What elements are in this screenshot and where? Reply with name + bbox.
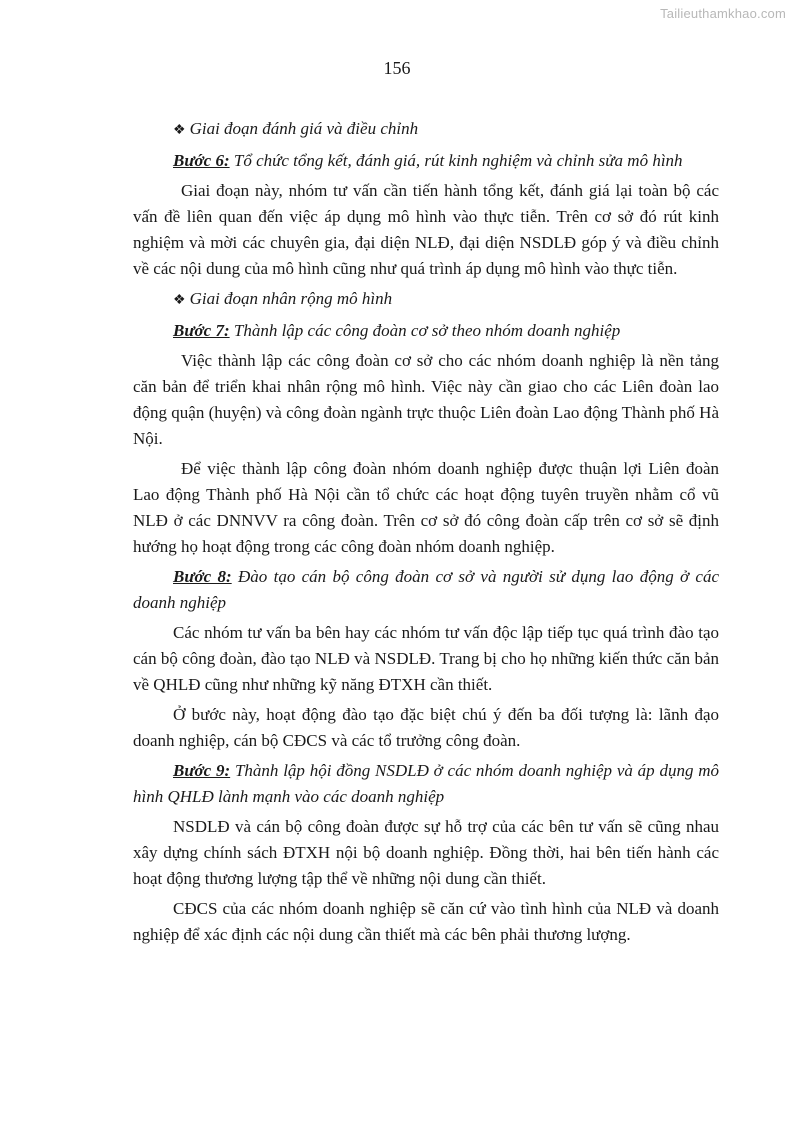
step-7-heading bbox=[133, 318, 719, 344]
page-number: 156 bbox=[383, 58, 411, 78]
step-9-heading bbox=[133, 758, 719, 810]
step-label: Bước 9: bbox=[173, 761, 231, 780]
paragraph: CĐCS của các nhóm doanh nghiệp sẽ căn cứ vào tình hình của NLĐ và doanh nghiệp để xác định các nội dung cần thiết mà các bên phải thương lượng. bbox=[133, 899, 719, 944]
stage-heading-replication bbox=[173, 286, 719, 314]
stage-title: Giai đoạn đánh giá và điều chỉnh bbox=[189, 119, 419, 138]
step-title: Đào tạo cán bộ công đoàn cơ sở và người sử dụng lao động ở các doanh nghiệp bbox=[133, 567, 720, 612]
step-6-heading bbox=[133, 148, 719, 174]
step-label: Bước 8: bbox=[173, 567, 232, 586]
step-title: Tổ chức tổng kết, đánh giá, rút kinh nghiệm và chỉnh sửa mô hình bbox=[233, 151, 683, 170]
stage-heading-evaluation bbox=[173, 116, 719, 144]
step-title: Thành lập hội đồng NSDLĐ ở các nhóm doanh nghiệp và áp dụng mô hình QHLĐ lành mạnh vào các doanh nghiệp bbox=[133, 761, 720, 806]
stage-title: Giai đoạn nhân rộng mô hình bbox=[189, 289, 393, 308]
step-label: Bước 6: bbox=[173, 151, 230, 170]
document-body bbox=[133, 116, 719, 952]
paragraph: Giai đoạn này, nhóm tư vấn cần tiến hành tổng kết, đánh giá lại toàn bộ các vấn đề liên quan đến việc áp dụng mô hình vào thực tiễn. Trên cơ sở đó rút kinh nghiệm và mời các chuyên gia, đại diện NLĐ, đại diện NSDLĐ góp ý và điều chỉnh về các nội dung của mô hình cũng như quá trình áp dụng mô hình vào thực tiễn. bbox=[133, 181, 719, 278]
diamond-bullet-icon: ❖ bbox=[173, 293, 186, 308]
step-8-heading bbox=[133, 564, 719, 616]
step-title: Thành lập các công đoàn cơ sở theo nhóm doanh nghiệp bbox=[233, 321, 621, 340]
paragraph: Việc thành lập các công đoàn cơ sở cho các nhóm doanh nghiệp là nền tảng căn bản để triển khai nhân rộng mô hình. Việc này cần giao cho các Liên đoàn lao động quận (huyện) và công đoàn ngành trực thuộc Liên đoàn Lao động Thành phố Hà Nội. bbox=[133, 351, 719, 448]
watermark: Tailieuthamkhao.com bbox=[660, 6, 786, 21]
paragraph: NSDLĐ và cán bộ công đoàn được sự hỗ trợ của các bên tư vấn sẽ cũng nhau xây dựng chính sách ĐTXH nội bộ doanh nghiệp. Đồng thời, hai bên tiến hành các hoạt động thương lượng tập thể về những nội dung cần thiết. bbox=[133, 817, 719, 888]
step-label: Bước 7: bbox=[173, 321, 230, 340]
paragraph: Các nhóm tư vấn ba bên hay các nhóm tư vấn độc lập tiếp tục quá trình đào tạo cán bộ công đoàn, đào tạo NLĐ và NSDLĐ. Trang bị cho họ những kiến thức căn bản về QHLĐ cũng như những kỹ năng ĐTXH cần thiết. bbox=[133, 623, 719, 694]
paragraph: Ở bước này, hoạt động đào tạo đặc biệt chú ý đến ba đối tượng là: lãnh đạo doanh nghiệp, cán bộ CĐCS và các tổ trưởng công đoàn. bbox=[133, 705, 719, 750]
paragraph: Để việc thành lập công đoàn nhóm doanh nghiệp được thuận lợi Liên đoàn Lao động Thành phố Hà Nội cần tổ chức các hoạt động tuyên truyền nhằm cổ vũ NLĐ ở các DNNVV ra công đoàn. Trên cơ sở đó công đoàn cấp trên cơ sở sẽ định hướng họ hoạt động trong các công đoàn nhóm doanh nghiệp. bbox=[133, 459, 719, 556]
diamond-bullet-icon: ❖ bbox=[173, 123, 186, 138]
